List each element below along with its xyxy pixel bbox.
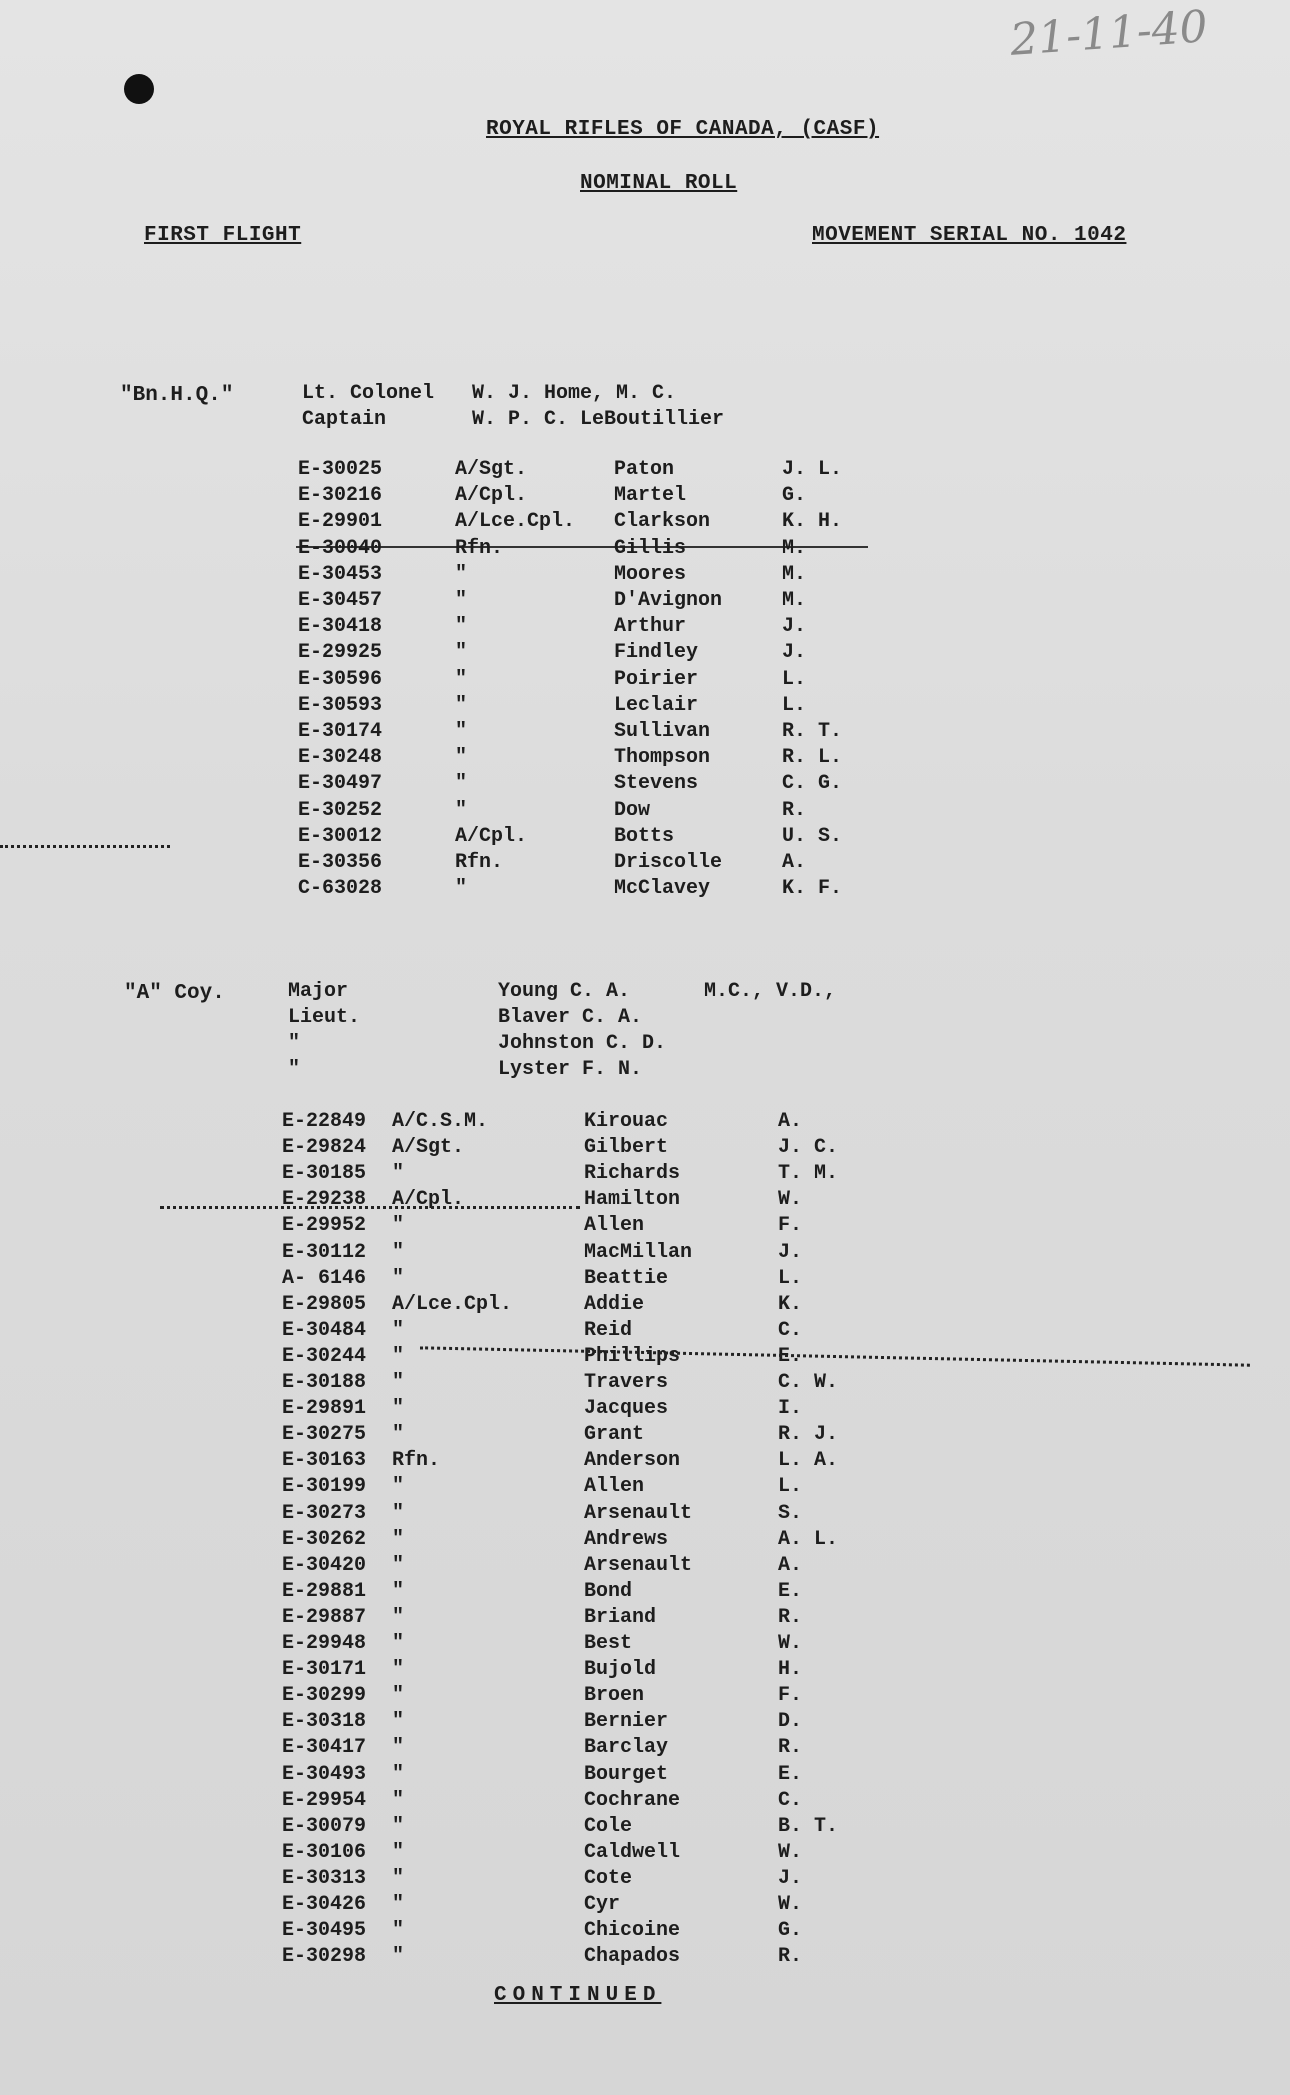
bnhq-officer-row [0, 382, 1290, 406]
acoy-rank: " [392, 1684, 405, 1708]
acoy-row [0, 1267, 1290, 1291]
acoy-surname: Allen [584, 1475, 645, 1499]
acoy-surname: Beattie [584, 1266, 669, 1290]
acoy-rank: A/Lce.Cpl. [392, 1292, 513, 1316]
bnhq-no: E-29901 [298, 510, 383, 534]
bnhq-rank: " [455, 693, 468, 717]
acoy-rank: Rfn. [392, 1449, 441, 1473]
acoy-officer-name: Blaver C. A. [498, 1006, 643, 1029]
acoy-no: E-30426 [282, 1893, 367, 1916]
acoy-init: C. W. [778, 1371, 839, 1394]
bnhq-no: C-63028 [298, 877, 383, 901]
acoy-row [0, 1371, 1290, 1395]
acoy-init: G. [778, 1919, 803, 1943]
bnhq-rank: A/Lce.Cpl. [455, 510, 576, 534]
acoy-surname: Travers [584, 1371, 669, 1394]
bnhq-officer-name: W. P. C. LeBoutillier [472, 408, 725, 431]
bnhq-no: E-30216 [298, 484, 383, 508]
acoy-rank: " [392, 1893, 405, 1916]
bnhq-surname: Moores [614, 562, 687, 586]
bnhq-row [0, 537, 1290, 561]
acoy-init: W. [778, 1188, 803, 1212]
acoy-row [0, 1580, 1290, 1604]
bnhq-init: G. [782, 484, 807, 508]
acoy-rank: A/C.S.M. [392, 1110, 489, 1133]
punch-hole [124, 74, 154, 104]
bnhq-no: E-30025 [298, 458, 383, 481]
acoy-no: E-29887 [282, 1605, 367, 1629]
acoy-no: E-30106 [282, 1840, 367, 1864]
acoy-row [0, 1423, 1290, 1447]
acoy-officer-name: Lyster F. N. [498, 1058, 643, 1081]
acoy-init: D. [778, 1710, 803, 1734]
acoy-no: E-30188 [282, 1371, 367, 1394]
acoy-row [0, 1710, 1290, 1734]
acoy-init: W. [778, 1632, 803, 1655]
bnhq-init: A. [782, 851, 807, 874]
acoy-surname: Bernier [584, 1710, 669, 1734]
acoy-row [0, 1345, 1290, 1369]
bnhq-surname: Dow [614, 798, 651, 822]
acoy-surname: Addie [584, 1292, 645, 1316]
bnhq-row [0, 851, 1290, 875]
acoy-surname: Grant [584, 1423, 645, 1447]
acoy-row [0, 1319, 1290, 1343]
acoy-rank: A/Cpl. [392, 1188, 465, 1212]
acoy-surname: Bujold [584, 1658, 657, 1682]
acoy-rank: " [392, 1945, 405, 1969]
acoy-no: E-29948 [282, 1632, 367, 1655]
acoy-surname: Chicoine [584, 1919, 681, 1943]
bnhq-row [0, 877, 1290, 901]
flight-label: FIRST FLIGHT [144, 224, 302, 247]
acoy-init: F. [778, 1214, 803, 1238]
movement-serial: MOVEMENT SERIAL NO. 1042 [812, 224, 1127, 247]
acoy-no: E-30313 [282, 1866, 367, 1890]
acoy-officer-rank: Lieut. [288, 1006, 361, 1029]
acoy-row [0, 1658, 1290, 1682]
acoy-surname: Cyr [584, 1893, 621, 1916]
acoy-init: R. J. [778, 1423, 839, 1447]
acoy-no: E-30185 [282, 1162, 367, 1186]
bnhq-label: "Bn.H.Q." [120, 384, 234, 407]
acoy-rank: " [392, 1371, 405, 1394]
bnhq-rank: " [455, 877, 468, 901]
acoy-rank: " [392, 1266, 405, 1290]
bnhq-officer-rank: Captain [302, 408, 387, 431]
bnhq-init: J. L. [782, 458, 843, 481]
acoy-no: E-30298 [282, 1945, 367, 1969]
bnhq-surname: Leclair [614, 693, 699, 717]
acoy-init: A. [778, 1553, 803, 1577]
bnhq-row [0, 641, 1290, 665]
bnhq-init: U. S. [782, 824, 843, 848]
acoy-row [0, 1241, 1290, 1265]
acoy-row [0, 1867, 1290, 1891]
bnhq-surname: Botts [614, 824, 675, 848]
acoy-row [0, 1606, 1290, 1630]
bnhq-init: M. [782, 589, 807, 612]
acoy-no: E-30299 [282, 1684, 367, 1708]
acoy-init: S. [778, 1501, 803, 1525]
acoy-init: K. [778, 1292, 803, 1316]
bnhq-rank: A/Sgt. [455, 458, 528, 481]
acoy-officer-name: Young C. A. [498, 980, 631, 1003]
bnhq-init: J. [782, 615, 807, 639]
acoy-row [0, 1293, 1290, 1317]
bnhq-no: E-29925 [298, 641, 383, 665]
acoy-init: H. [778, 1658, 803, 1682]
acoy-no: E-30244 [282, 1344, 367, 1368]
acoy-no: E-29238 [282, 1188, 367, 1212]
bnhq-surname: Clarkson [614, 510, 711, 534]
bnhq-row [0, 720, 1290, 744]
acoy-row [0, 1502, 1290, 1526]
bnhq-surname: Findley [614, 641, 699, 665]
bnhq-row [0, 615, 1290, 639]
acoy-rank: " [392, 1658, 405, 1682]
acoy-no: E-29954 [282, 1788, 367, 1812]
acoy-surname: Broen [584, 1684, 645, 1708]
acoy-no: E-30199 [282, 1475, 367, 1499]
acoy-surname: Briand [584, 1605, 657, 1629]
acoy-no: E-29891 [282, 1397, 367, 1421]
handwritten-date: 21-11-40 [1008, 1, 1210, 66]
acoy-surname: Phillips [584, 1344, 681, 1368]
acoy-init: R. [778, 1605, 803, 1629]
acoy-rank: " [392, 1501, 405, 1525]
acoy-surname: Kirouac [584, 1110, 669, 1133]
unit-title: ROYAL RIFLES OF CANADA, (CASF) [486, 118, 880, 141]
acoy-rank: " [392, 1214, 405, 1238]
bnhq-rank: " [455, 746, 468, 770]
acoy-init: W. [778, 1840, 803, 1864]
acoy-no: E-30493 [282, 1762, 367, 1786]
bnhq-no: E-30457 [298, 589, 383, 612]
acoy-init: E. [778, 1344, 803, 1368]
acoy-surname: Cote [584, 1866, 633, 1890]
acoy-no: E-29805 [282, 1292, 367, 1316]
acoy-init: W. [778, 1893, 803, 1916]
acoy-surname: Best [584, 1632, 633, 1655]
bnhq-init: K. H. [782, 510, 843, 534]
acoy-rank: " [392, 1527, 405, 1551]
acoy-officer-rank: " [288, 1032, 301, 1055]
bnhq-no: E-30252 [298, 798, 383, 822]
bnhq-surname: D'Avignon [614, 589, 723, 612]
bnhq-no: E-30012 [298, 824, 383, 848]
bnhq-surname: Martel [614, 484, 687, 508]
acoy-label: "A" Coy. [124, 982, 225, 1005]
acoy-surname: Gilbert [584, 1136, 669, 1160]
acoy-init: F. [778, 1684, 803, 1708]
acoy-init: L. [778, 1475, 803, 1499]
bnhq-row [0, 458, 1290, 482]
acoy-init: L. [778, 1266, 803, 1290]
bnhq-rank: " [455, 589, 468, 612]
acoy-init: C. [778, 1788, 803, 1812]
bnhq-init: R. [782, 798, 807, 822]
acoy-row [0, 1632, 1290, 1656]
acoy-surname: Cole [584, 1814, 633, 1838]
page-title: NOMINAL ROLL [580, 172, 738, 195]
acoy-rank: " [392, 1710, 405, 1734]
acoy-officer-rank: " [288, 1058, 301, 1081]
bnhq-init: L. [782, 667, 807, 691]
bnhq-init: R. T. [782, 720, 843, 743]
bnhq-officer-row [0, 408, 1290, 432]
bnhq-init: M. [782, 562, 807, 586]
acoy-init: E. [778, 1762, 803, 1786]
acoy-row [0, 1945, 1290, 1969]
acoy-officer-row [0, 1058, 1290, 1082]
acoy-no: E-30112 [282, 1240, 367, 1264]
bnhq-surname: Sullivan [614, 720, 711, 743]
bnhq-surname: Paton [614, 458, 675, 481]
acoy-row [0, 1162, 1290, 1186]
acoy-rank: " [392, 1162, 405, 1186]
acoy-no: E-30420 [282, 1553, 367, 1577]
acoy-init: E. [778, 1579, 803, 1603]
bnhq-surname: Poirier [614, 667, 699, 691]
acoy-surname: Arsenault [584, 1501, 693, 1525]
acoy-surname: Allen [584, 1214, 645, 1238]
acoy-rank: " [392, 1866, 405, 1890]
acoy-init: B. T. [778, 1814, 839, 1838]
acoy-surname: Jacques [584, 1397, 669, 1421]
acoy-no: E-30171 [282, 1658, 367, 1682]
acoy-row [0, 1763, 1290, 1787]
acoy-row [0, 1815, 1290, 1839]
bnhq-init: K. F. [782, 877, 843, 901]
acoy-officer-row [0, 1006, 1290, 1030]
acoy-no: E-30275 [282, 1423, 367, 1447]
bnhq-surname: Stevens [614, 772, 699, 796]
acoy-surname: Caldwell [584, 1840, 681, 1864]
bnhq-row [0, 694, 1290, 718]
bnhq-no: E-30593 [298, 693, 383, 717]
acoy-no: E-29881 [282, 1579, 367, 1603]
acoy-surname: Bourget [584, 1762, 669, 1786]
bnhq-rank: " [455, 562, 468, 586]
bnhq-init: J. [782, 641, 807, 665]
acoy-init: A. [778, 1110, 803, 1133]
bnhq-no: E-30418 [298, 615, 383, 639]
bnhq-no: E-30248 [298, 746, 383, 770]
acoy-row [0, 1528, 1290, 1552]
acoy-rank: " [392, 1240, 405, 1264]
bnhq-rank: " [455, 772, 468, 796]
acoy-rank: " [392, 1475, 405, 1499]
acoy-surname: Chapados [584, 1945, 681, 1969]
acoy-rank: " [392, 1344, 405, 1368]
bnhq-no: E-30356 [298, 851, 383, 874]
acoy-row [0, 1397, 1290, 1421]
acoy-surname: Cochrane [584, 1788, 681, 1812]
acoy-rank: " [392, 1553, 405, 1577]
acoy-no: E-29952 [282, 1214, 367, 1238]
bnhq-surname: Gillis [614, 536, 687, 560]
bnhq-row [0, 799, 1290, 823]
acoy-init: J. [778, 1240, 803, 1264]
acoy-rank: A/Sgt. [392, 1136, 465, 1160]
acoy-surname: Richards [584, 1162, 681, 1186]
bnhq-row [0, 589, 1290, 613]
bnhq-officer-name: W. J. Home, M. C. [472, 382, 677, 405]
acoy-init: L. A. [778, 1449, 839, 1473]
acoy-rank: " [392, 1840, 405, 1864]
bnhq-init: R. L. [782, 746, 843, 770]
acoy-officer-rank: Major [288, 980, 349, 1003]
acoy-rank: " [392, 1736, 405, 1760]
acoy-rank: " [392, 1814, 405, 1838]
bnhq-surname: McClavey [614, 877, 711, 901]
acoy-init: C. [778, 1318, 803, 1342]
acoy-init: A. L. [778, 1527, 839, 1551]
acoy-no: A- 6146 [282, 1266, 367, 1290]
acoy-rank: " [392, 1397, 405, 1421]
acoy-row [0, 1841, 1290, 1865]
bnhq-init: L. [782, 693, 807, 717]
bnhq-surname: Arthur [614, 615, 687, 639]
acoy-surname: Bond [584, 1579, 633, 1603]
acoy-rank: " [392, 1762, 405, 1786]
acoy-row [0, 1789, 1290, 1813]
acoy-no: E-29824 [282, 1136, 367, 1160]
acoy-init: R. [778, 1945, 803, 1969]
bnhq-no: E-30497 [298, 772, 383, 796]
acoy-no: E-22849 [282, 1110, 367, 1133]
acoy-officer-name: Johnston C. D. [498, 1032, 667, 1055]
bnhq-no: E-30596 [298, 667, 383, 691]
bnhq-no: E-30040 [298, 536, 383, 560]
acoy-surname: Hamilton [584, 1188, 681, 1212]
acoy-row [0, 1684, 1290, 1708]
bnhq-rank: " [455, 720, 468, 743]
acoy-row [0, 1919, 1290, 1943]
acoy-no: E-30318 [282, 1710, 367, 1734]
bnhq-row [0, 825, 1290, 849]
acoy-no: E-30079 [282, 1814, 367, 1838]
acoy-row [0, 1475, 1290, 1499]
acoy-row [0, 1449, 1290, 1473]
smudge-dots-1 [160, 1206, 580, 1209]
acoy-init: I. [778, 1397, 803, 1421]
acoy-row [0, 1554, 1290, 1578]
acoy-init: T. M. [778, 1162, 839, 1186]
acoy-rank: " [392, 1788, 405, 1812]
bnhq-rank: " [455, 667, 468, 691]
acoy-no: E-30417 [282, 1736, 367, 1760]
bnhq-row [0, 746, 1290, 770]
acoy-row [0, 1110, 1290, 1134]
acoy-officer-row [0, 1032, 1290, 1056]
acoy-no: E-30262 [282, 1527, 367, 1551]
acoy-rank: " [392, 1605, 405, 1629]
bnhq-row [0, 510, 1290, 534]
acoy-row [0, 1136, 1290, 1160]
acoy-rank: " [392, 1423, 405, 1447]
acoy-init: J. C. [778, 1136, 839, 1160]
bnhq-row [0, 563, 1290, 587]
continued-label: CONTINUED [494, 1984, 662, 2007]
acoy-init: J. [778, 1866, 803, 1890]
acoy-rank: " [392, 1632, 405, 1655]
acoy-rank: " [392, 1579, 405, 1603]
bnhq-rank: " [455, 641, 468, 665]
acoy-row [0, 1893, 1290, 1917]
bnhq-surname: Thompson [614, 746, 711, 770]
bnhq-row [0, 668, 1290, 692]
acoy-surname: Anderson [584, 1449, 681, 1473]
bnhq-init: M. [782, 536, 807, 560]
acoy-row [0, 1214, 1290, 1238]
bnhq-row [0, 772, 1290, 796]
acoy-rank: " [392, 1919, 405, 1943]
acoy-officer-row [0, 980, 1290, 1004]
acoy-surname: Reid [584, 1318, 633, 1342]
acoy-no: E-30495 [282, 1919, 367, 1943]
bnhq-surname: Driscolle [614, 851, 723, 874]
bnhq-rank: A/Cpl. [455, 484, 528, 508]
acoy-surname: Andrews [584, 1527, 669, 1551]
acoy-init: R. [778, 1736, 803, 1760]
acoy-no: E-30163 [282, 1449, 367, 1473]
acoy-surname: Arsenault [584, 1553, 693, 1577]
acoy-no: E-30273 [282, 1501, 367, 1525]
acoy-officer-extra: M.C., V.D., [704, 980, 837, 1003]
bnhq-no: E-30453 [298, 562, 383, 586]
bnhq-init: C. G. [782, 772, 843, 796]
acoy-no: E-30484 [282, 1318, 367, 1342]
bnhq-rank: " [455, 798, 468, 822]
acoy-surname: MacMillan [584, 1240, 693, 1264]
acoy-row [0, 1736, 1290, 1760]
bnhq-rank: Rfn. [455, 536, 504, 560]
bnhq-rank: Rfn. [455, 851, 504, 874]
bnhq-no: E-30174 [298, 720, 383, 743]
bnhq-row [0, 484, 1290, 508]
acoy-rank: " [392, 1318, 405, 1342]
bnhq-officer-rank: Lt. Colonel [302, 382, 435, 405]
bnhq-rank: " [455, 615, 468, 639]
acoy-surname: Barclay [584, 1736, 669, 1760]
bnhq-rank: A/Cpl. [455, 824, 528, 848]
